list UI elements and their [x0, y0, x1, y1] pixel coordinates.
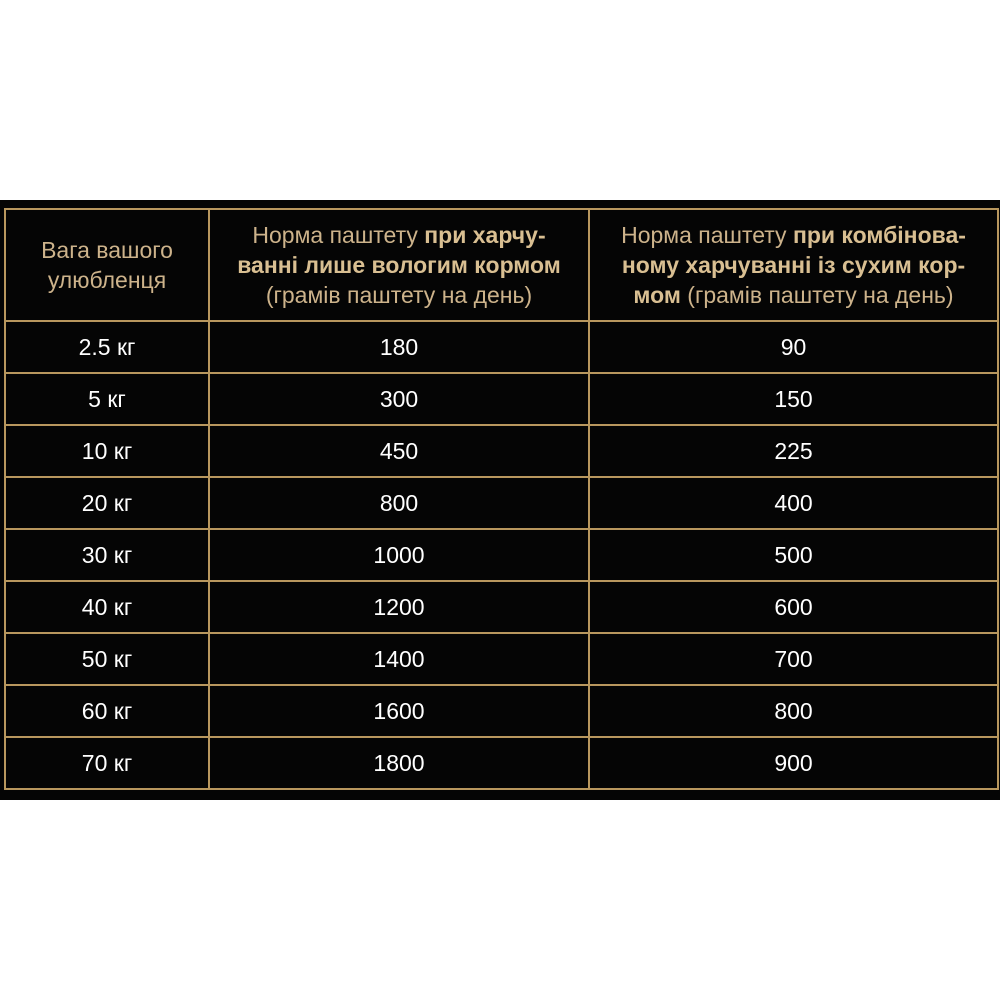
combined-norm-cell: 700: [589, 633, 998, 685]
header-text: (грамів паштету на день): [265, 282, 533, 308]
wet-only-norm-cell: 300: [209, 373, 589, 425]
weight-cell: 70 кг: [5, 737, 209, 789]
header-combined-norm: [589, 209, 998, 321]
header-line: [596, 280, 991, 310]
header-emphasis-text: при комбінова-: [792, 222, 966, 248]
header-text: Вага вашого: [41, 237, 173, 263]
header-line: [596, 250, 991, 280]
table-body: [5, 321, 998, 789]
combined-norm-cell: 600: [589, 581, 998, 633]
combined-norm-cell: 900: [589, 737, 998, 789]
header-line: [596, 220, 991, 250]
table-row: [5, 321, 998, 373]
combined-norm-cell: 90: [589, 321, 998, 373]
weight-cell: 10 кг: [5, 425, 209, 477]
wet-only-norm-cell: 1000: [209, 529, 589, 581]
feeding-norm-table: [4, 208, 999, 790]
header-line: [216, 220, 582, 250]
header-emphasis-text: при харчу-: [424, 222, 546, 248]
header-wet-only-norm: [209, 209, 589, 321]
weight-cell: 60 кг: [5, 685, 209, 737]
feeding-table-panel: [0, 200, 1000, 800]
wet-only-norm-cell: 1600: [209, 685, 589, 737]
table-row: [5, 425, 998, 477]
table-row: [5, 477, 998, 529]
combined-norm-cell: 150: [589, 373, 998, 425]
header-line: [12, 265, 202, 295]
header-text: Норма паштету: [621, 222, 793, 248]
table-row: [5, 633, 998, 685]
wet-only-norm-cell: 450: [209, 425, 589, 477]
weight-cell: 5 кг: [5, 373, 209, 425]
header-emphasis-text: мом: [633, 282, 681, 308]
header-text: улюбленця: [47, 267, 167, 293]
table-row: [5, 529, 998, 581]
combined-norm-cell: 500: [589, 529, 998, 581]
combined-norm-cell: 400: [589, 477, 998, 529]
weight-cell: 30 кг: [5, 529, 209, 581]
combined-norm-cell: 800: [589, 685, 998, 737]
wet-only-norm-cell: 1800: [209, 737, 589, 789]
table-row: [5, 581, 998, 633]
weight-cell: 40 кг: [5, 581, 209, 633]
header-row: [5, 209, 998, 321]
header-text: (грамів паштету на день): [680, 282, 954, 308]
header-text: Норма паштету: [252, 222, 425, 248]
header-emphasis-text: ному харчуванні із сухим кор-: [621, 252, 966, 278]
wet-only-norm-cell: 1200: [209, 581, 589, 633]
header-line: [216, 280, 582, 310]
wet-only-norm-cell: 800: [209, 477, 589, 529]
header-line: [216, 250, 582, 280]
header-pet-weight: [5, 209, 209, 321]
header-emphasis-text: ванні лише вологим кормом: [237, 252, 561, 278]
wet-only-norm-cell: 1400: [209, 633, 589, 685]
weight-cell: 2.5 кг: [5, 321, 209, 373]
table-row: [5, 373, 998, 425]
table-row: [5, 685, 998, 737]
wet-only-norm-cell: 180: [209, 321, 589, 373]
weight-cell: 50 кг: [5, 633, 209, 685]
header-line: [12, 235, 202, 265]
combined-norm-cell: 225: [589, 425, 998, 477]
table-row: [5, 737, 998, 789]
weight-cell: 20 кг: [5, 477, 209, 529]
